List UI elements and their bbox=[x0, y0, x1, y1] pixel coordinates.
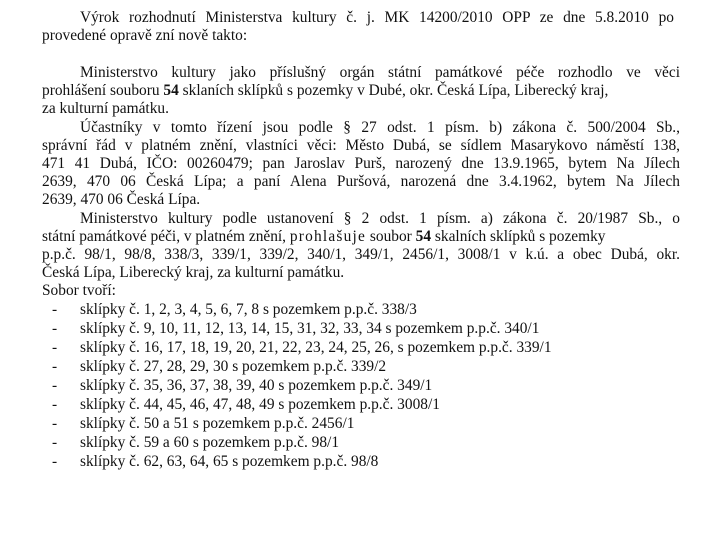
list-item-text: sklípky č. 50 a 51 s pozemkem p.p.č. 2456/1 bbox=[80, 415, 355, 432]
list-item-text: sklípky č. 1, 2, 3, 4, 5, 6, 7, 8 s pozemkem p.p.č. 338/3 bbox=[80, 301, 417, 318]
list-item-text: sklípky č. 16, 17, 18, 19, 20, 21, 22, 23, 24, 25, 26, s pozemkem p.p.č. 339/1 bbox=[80, 339, 552, 356]
p2-line-1: Ministerstvo kultury jako příslušný orgán státní památkové péče rozhodlo ve věci bbox=[80, 64, 680, 81]
p4-line-2-post: skalních sklípků s pozemky bbox=[434, 228, 606, 245]
p4-count: 54 bbox=[415, 228, 432, 245]
p3-line-1: Účastníky v tomto řízení jsou podle § 27 odst. 1 písm. b) zákona č. 500/2004 Sb., bbox=[80, 119, 680, 136]
list-item-text: sklípky č. 44, 45, 46, 47, 48, 49 s pozemkem p.p.č. 3008/1 bbox=[80, 396, 440, 413]
p1-line-2: provedené opravě zní nově takto: bbox=[42, 27, 248, 44]
list-dash: - bbox=[52, 377, 58, 394]
list-dash: - bbox=[52, 396, 58, 413]
list-dash: - bbox=[52, 339, 58, 356]
list-item-text: sklípky č. 27, 28, 29, 30 s pozemkem p.p.č. 339/2 bbox=[80, 358, 387, 375]
p2-line-2-pre: prohlášení souboru bbox=[42, 82, 160, 99]
p4-line-4: Česká Lípa, Liberecký kraj, za kulturní památku. bbox=[42, 264, 345, 281]
p4-line-2 bbox=[42, 228, 605, 246]
p1-line-1: Výrok rozhodnutí Ministerstva kultury č. j. MK 14200/2010 OPP ze dne 5.8.2010 po bbox=[80, 9, 674, 26]
list-dash: - bbox=[52, 301, 58, 318]
p3-line-4: 2639, 470 06 Česká Lípa; a paní Alena Puršová, narozená dne 3.4.1962, bytem Na Jílech bbox=[42, 173, 680, 190]
p2-line-2-post: sklaních sklípků s pozemky v Dubé, okr. Česká Lípa, Liberecký kraj, bbox=[182, 82, 609, 99]
p2-count: 54 bbox=[163, 82, 179, 99]
list-item-text: sklípky č. 35, 36, 37, 38, 39, 40 s pozemkem p.p.č. 349/1 bbox=[80, 377, 433, 394]
list-dash: - bbox=[52, 320, 58, 337]
list-dash: - bbox=[52, 358, 58, 375]
p4-line-2-mid: soubor bbox=[369, 228, 412, 245]
p4-declares: prohlašuje bbox=[289, 228, 367, 245]
p2-line-2 bbox=[42, 82, 608, 100]
list-dash: - bbox=[52, 453, 58, 470]
p3-line-2: správní řád v platném znění, vlastníci věci: Město Dubá, se sídlem Masarykovo náměstí 138, bbox=[42, 137, 680, 154]
p4-line-2-pre: státní památkové péči, v platném znění, bbox=[42, 228, 287, 245]
p2-line-3: za kulturní památku. bbox=[42, 100, 169, 117]
p4-line-1: Ministerstvo kultury podle ustanovení § 2 odst. 1 písm. a) zákona č. 20/1987 Sb., o bbox=[80, 210, 680, 227]
list-item-text: sklípky č. 9, 10, 11, 12, 13, 14, 15, 31, 32, 33, 34 s pozemkem p.p.č. 340/1 bbox=[80, 320, 540, 337]
p3-line-3: 471 41 Dubá, IČO: 00260479; pan Jaroslav Purš, narozený dne 13.9.1965, bytem Na Jílech bbox=[42, 155, 680, 172]
list-item-text: sklípky č. 62, 63, 64, 65 s pozemkem p.p.č. 98/8 bbox=[80, 453, 379, 470]
list-heading: Sobor tvoří: bbox=[42, 282, 116, 299]
p3-line-5: 2639, 470 06 Česká Lípa. bbox=[42, 191, 201, 208]
list-item-text: sklípky č. 59 a 60 s pozemkem p.p.č. 98/1 bbox=[80, 434, 340, 451]
list-dash: - bbox=[52, 434, 58, 451]
list-dash: - bbox=[52, 415, 58, 432]
p4-line-3: p.p.č. 98/1, 98/8, 338/3, 339/1, 339/2, 340/1, 349/1, 2456/1, 3008/1 v k.ú. a obec Dubá, okr. bbox=[42, 246, 680, 263]
